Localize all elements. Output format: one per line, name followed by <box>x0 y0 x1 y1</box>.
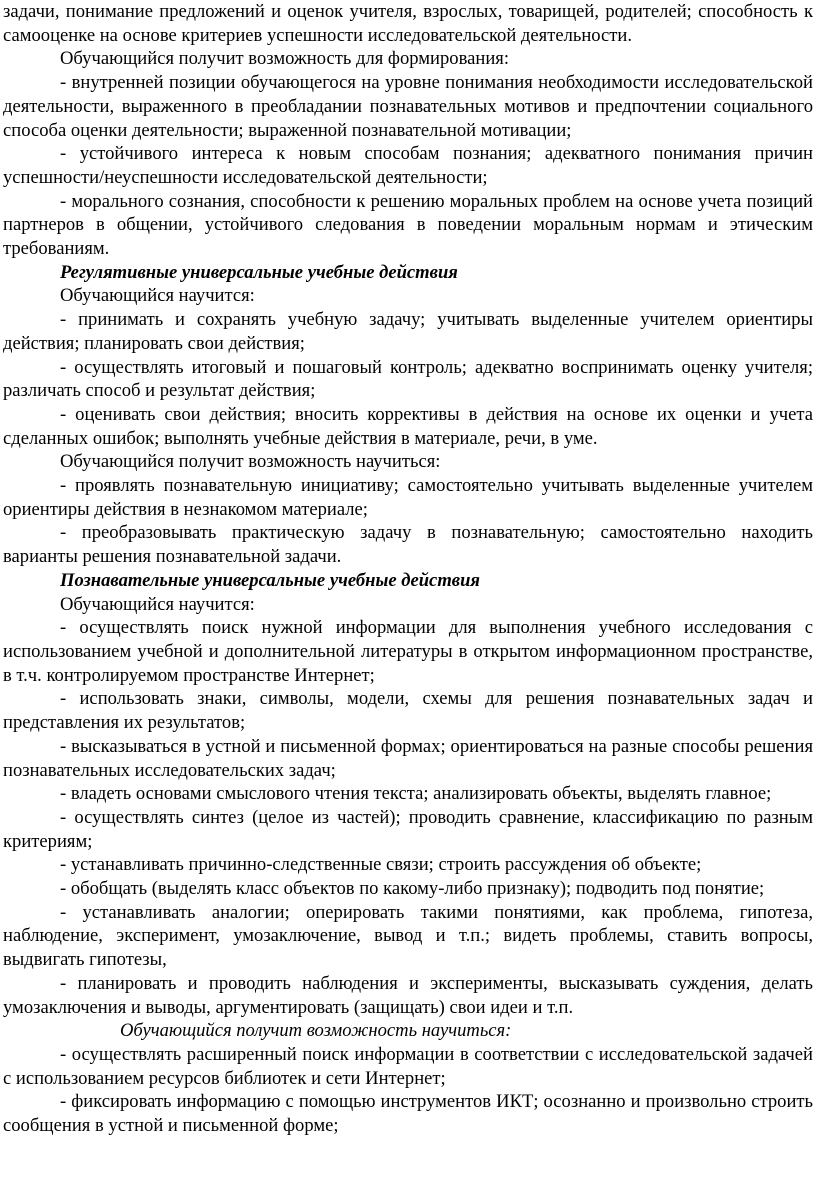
list-item: - принимать и сохранять учебную задачу; учитывать выделенные учителем ориентиры действия; планировать свои действия; <box>3 309 813 354</box>
section-heading-cognitive: Познавательные универсальные учебные действия <box>60 569 481 591</box>
list-item: - морального сознания, способности к решению моральных проблем на основе учета позиций партнеров в общении, устойчивого следования в поведении моральным нормам и этическим требованиям. <box>3 190 813 260</box>
list-item: - устойчивого интереса к новым способам познания; адекватного понимания причин успешности/неуспешности исследовательской деятельности; <box>3 143 813 188</box>
list-item: - преобразовывать практическую задачу в познавательную; самостоятельно находить варианты решения познавательной задачи. <box>3 522 813 568</box>
paragraph-continuation: задачи, понимание предложений и оценок учителя, взрослых, товарищей, родителей; способность к самооценке на основе критериев успешности исследовательской деятельности. <box>3 1 813 46</box>
paragraph-learner-opportunity: Обучающийся получит возможность научиться: <box>60 451 441 473</box>
list-item: - осуществлять поиск нужной информации для выполнения учебного исследования с использованием учебной и дополнительной литературы в открытом информационном пространстве, в т.ч. контролируемом пространстве Интернет; <box>3 617 813 686</box>
list-item: - осуществлять расширенный поиск информации в соответствии с исследовательской задачей с использованием ресурсов библиотек и сети Интернет; <box>3 1043 813 1089</box>
list-item: - оценивать свои действия; вносить коррективы в действия на основе их оценки и учета сделанных ошибок; выполнять учебные действия в материале, речи, в уме. <box>3 403 813 449</box>
subheading-learner-opportunity: Обучающийся получит возможность научиться: <box>120 1020 512 1042</box>
list-item: - планировать и проводить наблюдения и эксперименты, высказывать суждения, делать умозаключения и выводы, аргументировать (защищать) свои идеи и т.п. <box>3 972 813 1018</box>
list-item: - устанавливать аналогии; оперировать такими понятиями, как проблема, гипотеза, наблюдение, эксперимент, умозаключение, вывод и т.п.; видеть проблемы, ставить вопросы, выдвигать гипотезы, <box>3 901 813 971</box>
paragraph-learner-will-learn: Обучающийся научится: <box>60 285 255 307</box>
list-item: - осуществлять синтез (целое из частей); проводить сравнение, классификацию по разным критериям; <box>3 806 813 852</box>
list-item: - осуществлять итоговый и пошаговый контроль; адекватно воспринимать оценку учителя; различать способ и результат действия; <box>3 356 813 402</box>
list-item: - обобщать (выделять класс объектов по какому-либо признаку); подводить под понятие; <box>60 878 765 900</box>
section-heading-regulative: Регулятивные универсальные учебные действия <box>60 261 458 283</box>
list-item: - высказываться в устной и письменной формах; ориентироваться на разные способы решения познавательных исследовательских задач; <box>3 735 813 781</box>
paragraph-learner-will-learn: Обучающийся научится: <box>60 593 255 615</box>
paragraph-personal-opportunity-intro: Обучающийся получит возможность для формирования: <box>60 48 510 70</box>
list-item: - внутренней позиции обучающегося на уровне понимания необходимости исследовательской деятельности, выраженного в преобладании познавательных мотивов и предпочтении социального способа оценки деятельности; выраженной познавательной мотивации; <box>3 72 813 141</box>
list-item: - использовать знаки, символы, модели, схемы для решения познавательных задач и представления их результатов; <box>3 688 813 734</box>
list-item: - владеть основами смыслового чтения текста; анализировать объекты, выделять главное; <box>60 783 772 805</box>
list-item: - проявлять познавательную инициативу; самостоятельно учитывать выделенные учителем ориентиры действия в незнакомом материале; <box>3 475 813 520</box>
list-item: - фиксировать информацию с помощью инструментов ИКТ; осознанно и произвольно строить сообщения в устной и письменной форме; <box>3 1091 813 1137</box>
list-item: - устанавливать причинно-следственные связи; строить рассуждения об объекте; <box>60 854 702 876</box>
